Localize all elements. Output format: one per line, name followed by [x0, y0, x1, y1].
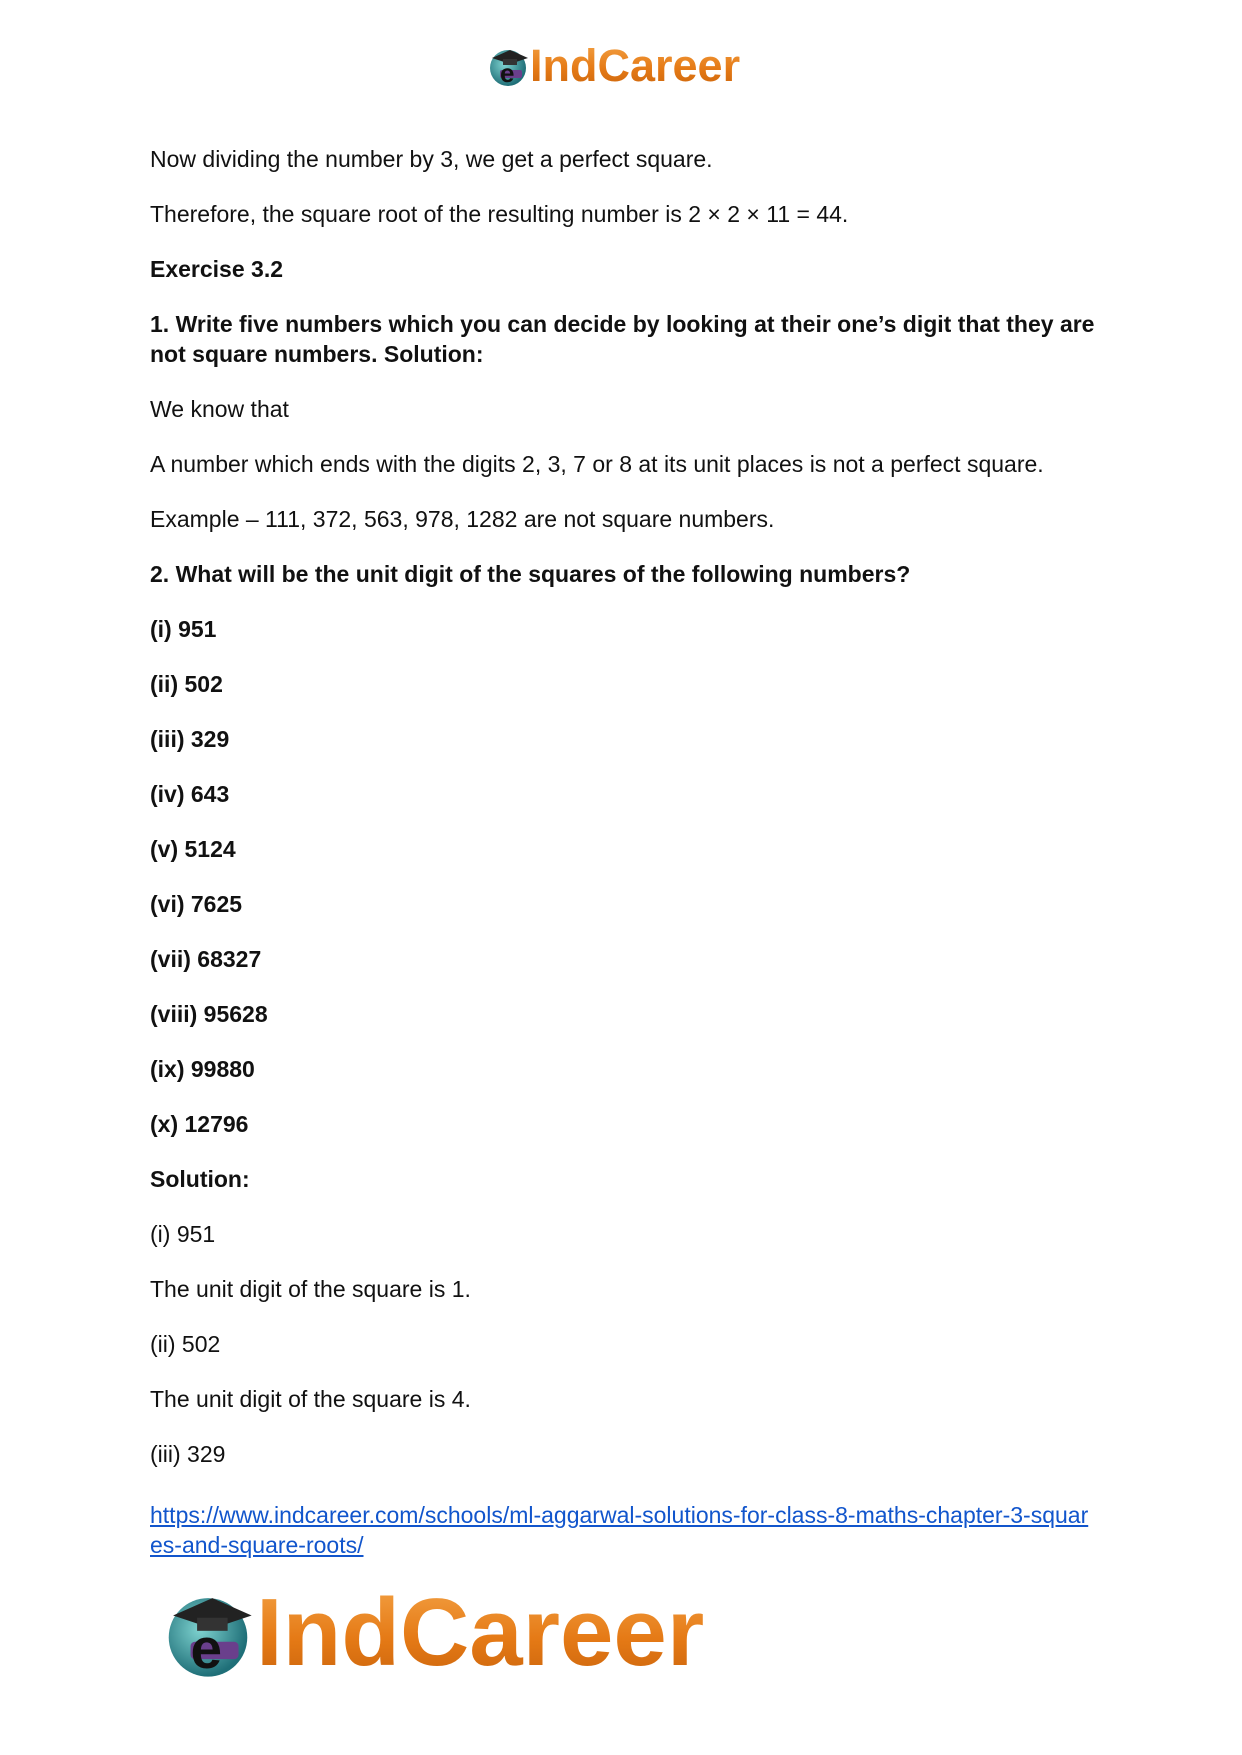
question-item: (ix) 99880: [150, 1056, 255, 1082]
question-item: (viii) 95628: [150, 1001, 268, 1027]
solution-item: (iii) 329: [150, 1441, 226, 1467]
exercise-heading: Exercise 3.2: [150, 256, 284, 282]
solution-answer: The unit digit of the square is 4.: [150, 1386, 471, 1412]
question-item: (iv) 643: [150, 781, 230, 807]
paragraph: Therefore, the square root of the resulting number is 2 × 2 × 11 = 44.: [150, 201, 849, 227]
question-item: (vii) 68327: [150, 946, 262, 972]
svg-text:e: e: [190, 1617, 223, 1681]
question-item: (i) 951: [150, 616, 217, 642]
brand-name: IndCareer: [256, 1579, 705, 1686]
solution-item: (ii) 502: [150, 1331, 221, 1357]
graduation-cap-globe-icon: [486, 44, 530, 88]
document-body: [150, 144, 1100, 1494]
header-logo: [486, 40, 740, 92]
footer-logo: [160, 1578, 704, 1688]
paragraph: We know that: [150, 396, 289, 422]
question-item: (v) 5124: [150, 836, 236, 862]
question-item: (iii) 329: [150, 726, 230, 752]
question-item: (ii) 502: [150, 671, 223, 697]
source-url-link[interactable]: https://www.indcareer.com/schools/ml-aggarwal-solutions-for-class-8-maths-chapter-3-squares-and-square-roots/: [150, 1502, 1089, 1558]
question-2: 2. What will be the unit digit of the squares of the following numbers?: [150, 561, 911, 587]
paragraph: Now dividing the number by 3, we get a perfect square.: [150, 146, 713, 172]
solution-heading: Solution:: [150, 1166, 250, 1192]
graduation-cap-globe-icon: [160, 1585, 256, 1681]
solution-answer: The unit digit of the square is 1.: [150, 1276, 471, 1302]
svg-text:e: e: [500, 58, 515, 88]
question-item: (vi) 7625: [150, 891, 243, 917]
paragraph: Example – 111, 372, 563, 978, 1282 are not square numbers.: [150, 506, 775, 532]
solution-item: (i) 951: [150, 1221, 216, 1247]
question-1: 1. Write five numbers which you can decide by looking at their one’s digit that they are not square numbers. Solution:: [150, 311, 1095, 367]
brand-name: IndCareer: [530, 40, 741, 91]
paragraph: A number which ends with the digits 2, 3, 7 or 8 at its unit places is not a perfect square.: [150, 451, 1044, 477]
question-item: (x) 12796: [150, 1111, 249, 1137]
